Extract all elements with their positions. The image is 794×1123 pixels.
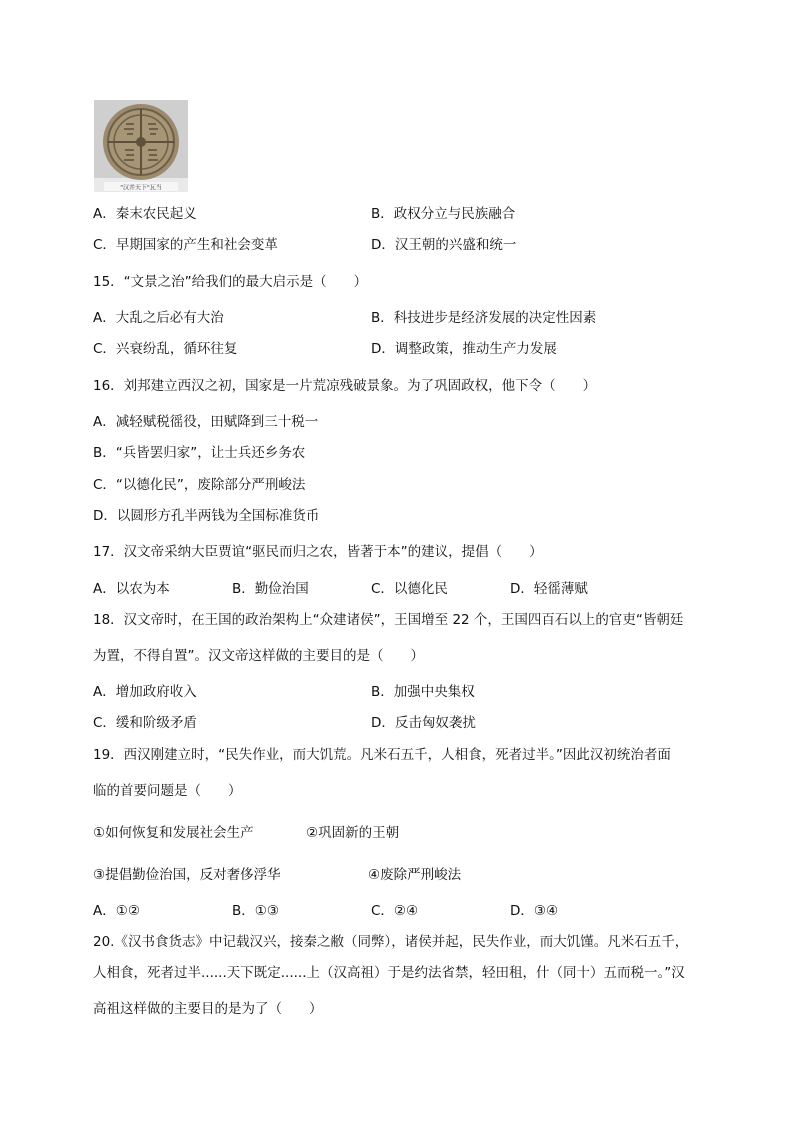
roof-tile-image bbox=[94, 100, 188, 192]
q19-statement-3: ③提倡勤俭治国，反对奢侈浮华 bbox=[93, 867, 281, 883]
q16-option-b[interactable]: B．“兵皆罢归家”，让士兵还乡务农 bbox=[93, 445, 306, 461]
q19-statement-1: ①如何恢复和发展社会生产 bbox=[93, 825, 254, 841]
q15-option-c[interactable]: C．兴衰纷乱，循环往复 bbox=[93, 341, 238, 357]
q17-option-b[interactable]: B．勤俭治国 bbox=[232, 581, 309, 597]
q14-option-d[interactable]: D．汉王朝的兴盛和统一 bbox=[371, 237, 517, 253]
q18-option-a[interactable]: A．增加政府收入 bbox=[93, 684, 197, 700]
q16-option-a[interactable]: A．减轻赋税徭役，田赋降到三十税一 bbox=[93, 414, 319, 430]
q16-option-d[interactable]: D．以圆形方孔半两钱为全国标准货币 bbox=[93, 508, 320, 524]
photo-caption: "汉并天下"瓦当 bbox=[120, 184, 162, 192]
q18-stem-line-1: 18．汉文帝时，在王国的政治架构上“众建诸侯”，王国增至 22 个，王国四百石以上的官吏“皆朝廷 bbox=[93, 612, 684, 628]
q19-option-d[interactable]: D．③④ bbox=[510, 903, 559, 919]
q16-stem: 16．刘邦建立西汉之初，国家是一片荒凉残破景象。为了巩固政权，他下令（ ） bbox=[93, 378, 597, 394]
q19-stem-line-2: 临的首要问题是（ ） bbox=[93, 783, 242, 799]
q16-option-c[interactable]: C．“以德化民”，废除部分严刑峻法 bbox=[93, 477, 306, 493]
q17-stem: 17．汉文帝采纳大臣贾谊“驱民而归之农，皆著于本”的建议，提倡（ ） bbox=[93, 544, 543, 560]
q14-option-b[interactable]: B．政权分立与民族融合 bbox=[371, 206, 516, 222]
q18-option-d[interactable]: D．反击匈奴袭扰 bbox=[371, 715, 476, 731]
q18-option-c[interactable]: C．缓和阶级矛盾 bbox=[93, 715, 197, 731]
q18-option-b[interactable]: B．加强中央集权 bbox=[371, 684, 475, 700]
q15-stem: 15．“文景之治”给我们的最大启示是（ ） bbox=[93, 274, 368, 290]
q15-option-d[interactable]: D．调整政策，推动生产力发展 bbox=[371, 341, 557, 357]
q17-option-a[interactable]: A．以农为本 bbox=[93, 581, 170, 597]
q15-option-b[interactable]: B．科技进步是经济发展的决定性因素 bbox=[371, 310, 597, 326]
q20-stem-line-3: 高祖这样做的主要目的是为了（ ） bbox=[93, 1001, 323, 1017]
q19-stem-line-1: 19．西汉刚建立时，“民失作业，而大饥荒。凡米石五千，人相食，死者过半。”因此汉初统治者面 bbox=[93, 747, 671, 763]
q14-option-c[interactable]: C．早期国家的产生和社会变革 bbox=[93, 237, 278, 253]
q20-stem-line-2: 人相食，死者过半......天下既定......上（汉高祖）于是约法省禁，轻田租，什（同十）五而税一。”汉 bbox=[93, 965, 685, 981]
q19-option-c[interactable]: C．②④ bbox=[371, 903, 419, 919]
q19-statement-4: ④废除严刑峻法 bbox=[368, 867, 462, 883]
q19-option-a[interactable]: A．①② bbox=[93, 903, 140, 919]
q19-statement-2: ②巩固新的王朝 bbox=[306, 825, 400, 841]
roof-tile-photo bbox=[94, 100, 188, 192]
q18-stem-line-2: 为置，不得自置”。汉文帝这样做的主要目的是（ ） bbox=[93, 648, 424, 664]
q14-option-a[interactable]: A．秦末农民起义 bbox=[93, 206, 197, 222]
q19-option-b[interactable]: B．①③ bbox=[232, 903, 279, 919]
q15-option-a[interactable]: A．大乱之后必有大治 bbox=[93, 310, 224, 326]
q17-option-d[interactable]: D．轻徭薄赋 bbox=[510, 581, 588, 597]
q17-option-c[interactable]: C．以德化民 bbox=[371, 581, 448, 597]
q20-stem-line-1: 20.《汉书食货志》中记载汉兴，接秦之敝（同弊），诸侯并起，民失作业，而大饥馑。凡米石五千， bbox=[93, 934, 689, 950]
